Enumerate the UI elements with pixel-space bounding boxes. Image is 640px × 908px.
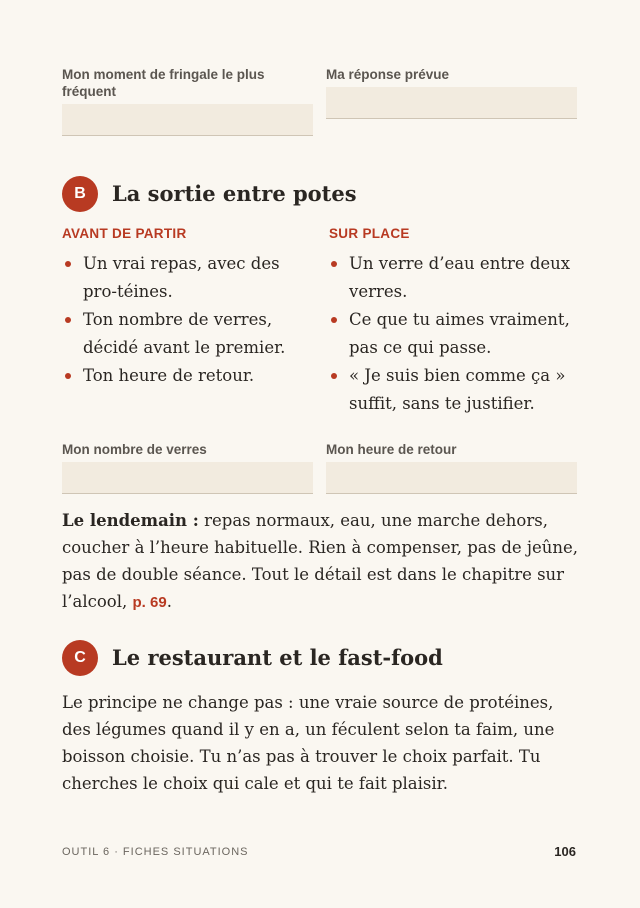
nombre-verres-label: Mon nombre de verres xyxy=(62,442,207,457)
section-c-title: Le restaurant et le fast-food xyxy=(112,645,443,670)
list-item: Un vrai repas, avec des pro-téines. xyxy=(63,250,313,306)
page-reference-link[interactable]: p. 69 xyxy=(132,594,167,611)
sur-place-heading: SUR PLACE xyxy=(329,226,410,241)
avant-de-partir-list xyxy=(63,250,313,390)
bullet-icon xyxy=(65,317,71,323)
bullet-icon xyxy=(331,317,337,323)
section-c-paragraph: Le principe ne change pas : une vraie source de protéines, des légumes quand il y en a, un féculent selon ta faim, une boisson choisie. Tu n’as pas à trouver le choix parfait. Tu cherches le choix qui cale et qui te fait plaisir. xyxy=(62,693,555,793)
sur-place-list xyxy=(329,250,579,418)
section-c-badge: C xyxy=(62,640,98,676)
lendemain-end: . xyxy=(166,592,172,611)
nombre-verres-field[interactable] xyxy=(62,462,313,494)
list-item: « Je suis bien comme ça » suffit, sans te justifier. xyxy=(329,362,579,418)
section-b-badge: B xyxy=(62,176,98,212)
lendemain-paragraph xyxy=(62,507,582,616)
fringale-label: Mon moment de fringale le plus fréquent xyxy=(62,67,265,99)
list-item: Un verre d’eau entre deux verres. xyxy=(329,250,579,306)
footer-section-label: OUTIL 6 · FICHES SITUATIONS xyxy=(62,846,249,858)
reponse-prevue-label: Ma réponse prévue xyxy=(326,67,450,82)
lendemain-text: repas normaux, eau, une marche dehors, coucher à l’heure habituelle. Rien à compenser, pas de jeûne, pas de double séance. Tout le détail est dans le chapitre sur l’alcool, xyxy=(62,511,579,611)
section-b-title: La sortie entre potes xyxy=(112,181,357,206)
bullet-icon xyxy=(65,261,71,267)
section-b-header xyxy=(62,176,562,212)
page-number: 106 xyxy=(554,844,576,859)
lendemain-lead: Le lendemain : xyxy=(62,511,199,530)
list-item: Ton nombre de verres, décidé avant le premier. xyxy=(63,306,313,362)
section-c-header xyxy=(62,640,562,676)
bullet-icon xyxy=(65,373,71,379)
avant-de-partir-heading: AVANT DE PARTIR xyxy=(62,226,187,241)
list-item: Ton heure de retour. xyxy=(63,362,313,390)
fringale-field[interactable] xyxy=(62,104,313,136)
bullet-icon xyxy=(331,373,337,379)
reponse-prevue-field[interactable] xyxy=(326,87,577,119)
list-item: Ce que tu aimes vraiment, pas ce qui passe. xyxy=(329,306,579,362)
heure-retour-field[interactable] xyxy=(326,462,577,494)
heure-retour-label: Mon heure de retour xyxy=(326,442,457,457)
bullet-icon xyxy=(331,261,337,267)
